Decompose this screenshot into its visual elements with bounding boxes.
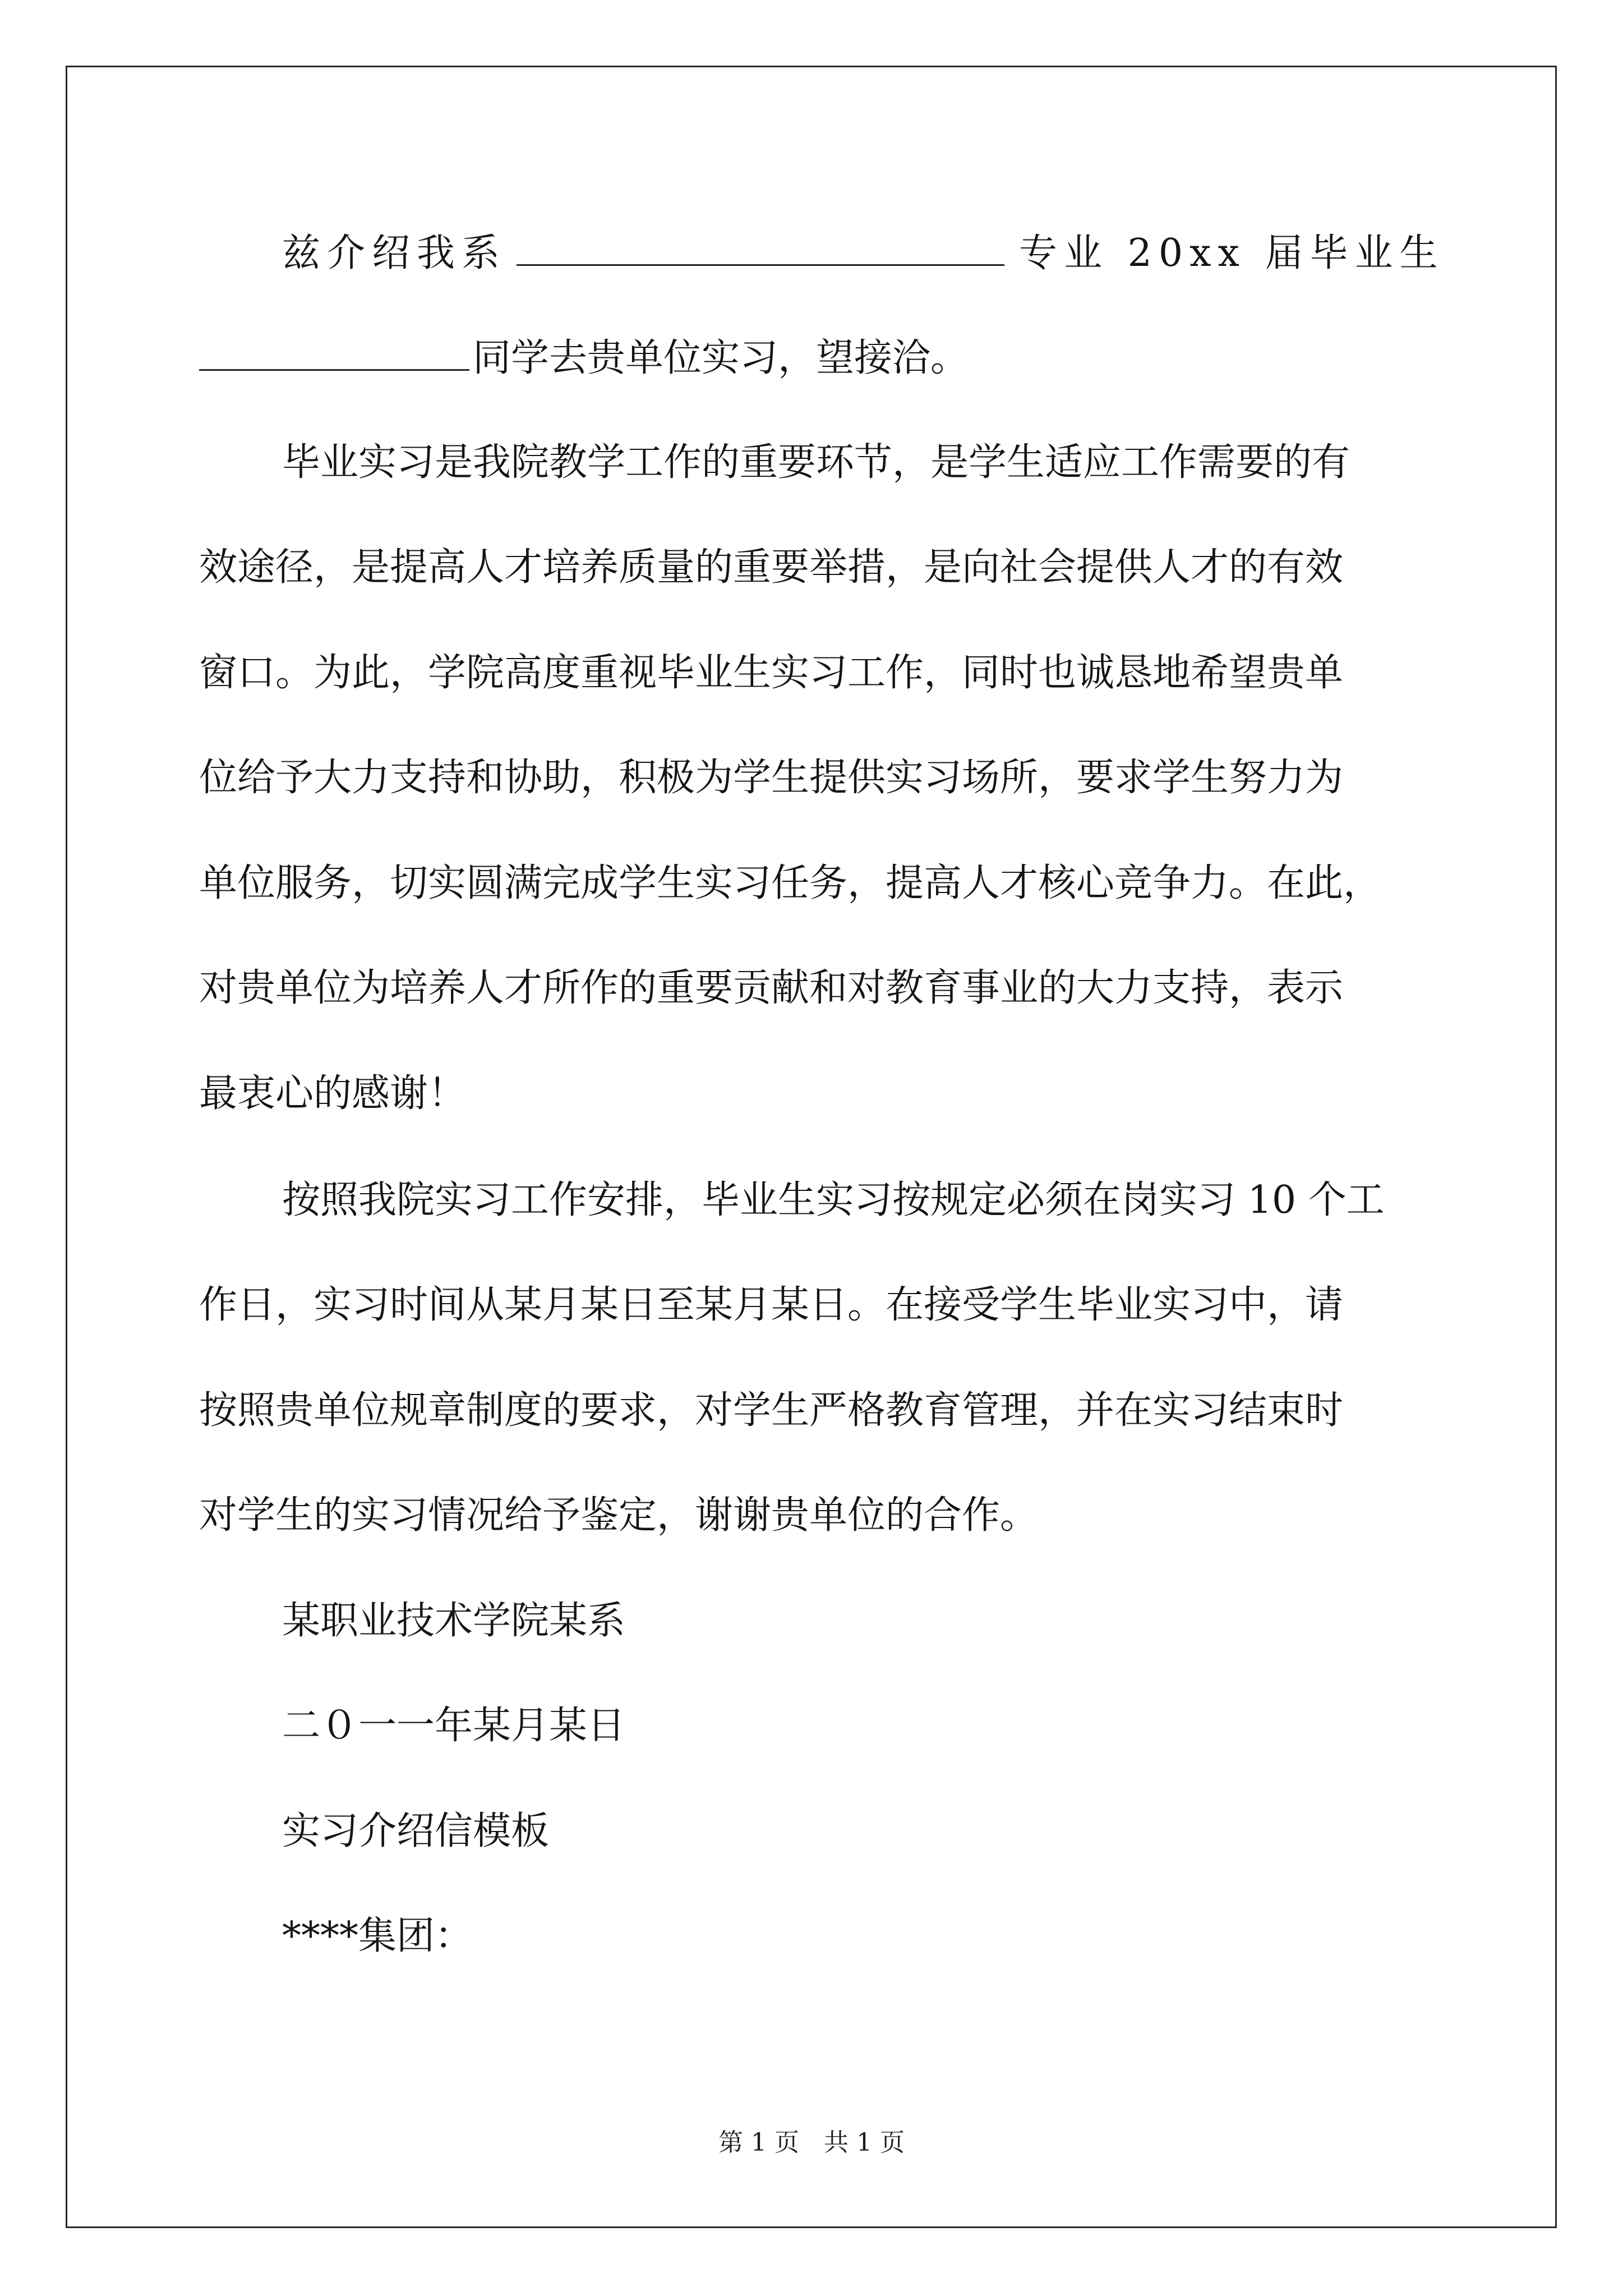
addressee: ****集团： xyxy=(282,1914,473,1958)
intro-line-1 xyxy=(282,227,1444,278)
intro-text-line2: 同学去贵单位实习，望接洽。 xyxy=(473,336,969,380)
paragraph-line: 单位服务，切实圆满完成学生实习任务，提高人才核心竞争力。在此， xyxy=(199,861,1382,905)
major-blank-field xyxy=(517,227,1004,266)
paragraph-line: 效途径，是提高人才培养质量的重要举措，是向社会提供人才的有效 xyxy=(199,545,1344,590)
paragraph-line: 位给予大力支持和协助，积极为学生提供实习场所，要求学生努力为 xyxy=(199,756,1344,800)
signature-organization: 某职业技术学院某系 xyxy=(282,1599,626,1643)
page-border xyxy=(66,66,1557,2228)
template-title: 实习介绍信模板 xyxy=(282,1809,550,1853)
paragraph-line: 对学生的实习情况给予鉴定，谢谢贵单位的合作。 xyxy=(199,1493,1039,1538)
paragraph-line: 窗口。为此，学院高度重视毕业生实习工作，同时也诚恳地希望贵单 xyxy=(199,651,1344,695)
intro-text-end: 专业 20xx 届毕业生 xyxy=(1019,231,1445,275)
paragraph-line: 对贵单位为培养人才所作的重要贡献和对教育事业的大力支持，表示 xyxy=(199,966,1344,1010)
paragraph-line: 按照我院实习工作安排，毕业生实习按规定必须在岗实习 10 个工 xyxy=(282,1178,1385,1222)
page-footer xyxy=(0,2127,1623,2159)
paragraph-line: 最衷心的感谢！ xyxy=(199,1071,467,1116)
page-number-total: 共 1 页 xyxy=(824,2128,905,2157)
student-name-blank-field xyxy=(199,332,469,371)
paragraph-line: 按照贵单位规章制度的要求，对学生严格教育管理，并在实习结束时 xyxy=(199,1388,1344,1433)
paragraph-line: 作日，实习时间从某月某日至某月某日。在接受学生毕业实习中，请 xyxy=(199,1283,1344,1327)
paragraph-line: 毕业实习是我院教学工作的重要环节，是学生适应工作需要的有 xyxy=(282,440,1350,485)
signature-date: 二０一一年某月某日 xyxy=(282,1704,626,1748)
intro-text-start: 兹介绍我系 xyxy=(282,231,507,275)
page-number-current: 第 1 页 xyxy=(718,2128,799,2157)
intro-line-2 xyxy=(199,332,969,383)
